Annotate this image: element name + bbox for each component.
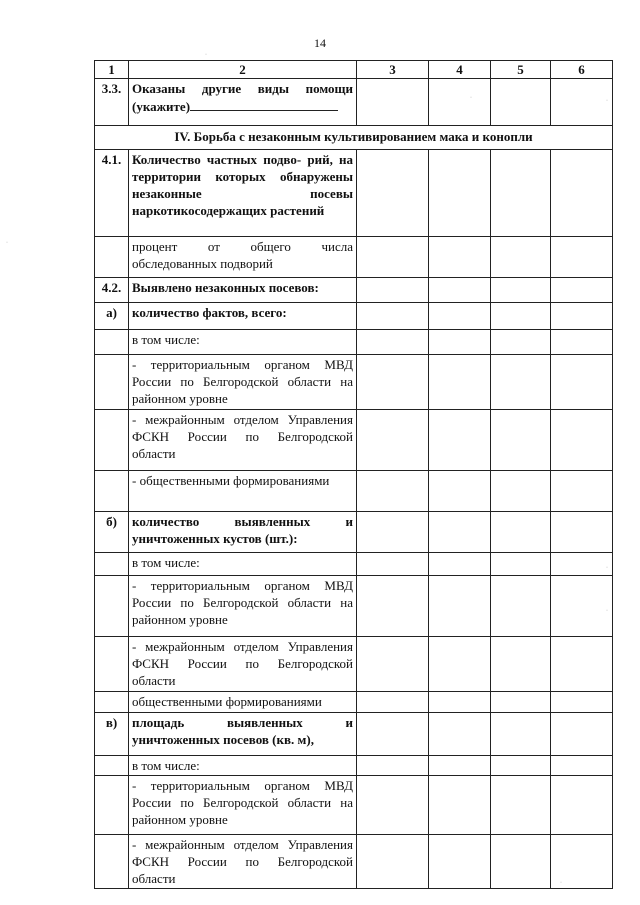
- value-cell: [357, 355, 429, 410]
- row-description: [129, 512, 357, 553]
- table-row: [95, 637, 613, 692]
- value-cell: [491, 355, 551, 410]
- value-cell: [429, 756, 491, 776]
- value-cell: [429, 576, 491, 637]
- value-cell: [429, 776, 491, 835]
- scan-speck: ·: [606, 98, 608, 104]
- table-row: [95, 79, 613, 126]
- value-cell: [551, 79, 613, 126]
- row-number: [95, 637, 129, 692]
- row-text: Количество частных подво- рий, на территории которых обнаружены незаконные посевы наркотикосодержащих растений: [132, 152, 353, 218]
- value-cell: [551, 303, 613, 330]
- row-description: [129, 756, 357, 776]
- value-cell: [429, 637, 491, 692]
- row-text: в том числе:: [132, 555, 200, 570]
- row-number: 3.3.: [95, 79, 129, 126]
- value-cell: [491, 835, 551, 889]
- value-cell: [357, 471, 429, 512]
- value-cell: [429, 330, 491, 355]
- value-cell: [551, 330, 613, 355]
- header-cell: 5: [491, 61, 551, 79]
- row-description: [129, 553, 357, 576]
- row-description: [129, 150, 357, 237]
- row-text: процент от общего числа обследованных подворий: [132, 239, 353, 271]
- row-number: [95, 835, 129, 889]
- row-description: [129, 410, 357, 471]
- header-row: [95, 61, 613, 79]
- table-row: [95, 553, 613, 576]
- row-text: - межрайонным отделом Управления ФСКН России по Белгородской области: [132, 837, 353, 886]
- row-number: 4.2.: [95, 278, 129, 303]
- table-row: [95, 835, 613, 889]
- table-row: [95, 776, 613, 835]
- row-description: [129, 278, 357, 303]
- value-cell: [491, 278, 551, 303]
- row-description: [129, 835, 357, 889]
- fill-in-blank: [190, 97, 338, 111]
- scan-speck: ·: [606, 565, 608, 571]
- section-row: [95, 126, 613, 150]
- value-cell: [551, 576, 613, 637]
- value-cell: [491, 776, 551, 835]
- value-cell: [491, 713, 551, 756]
- table-row: [95, 692, 613, 713]
- value-cell: [429, 471, 491, 512]
- row-number: [95, 471, 129, 512]
- value-cell: [357, 330, 429, 355]
- value-cell: [551, 692, 613, 713]
- row-description: [129, 303, 357, 330]
- row-text: Оказаны другие виды помощи (укажите): [132, 81, 353, 114]
- value-cell: [357, 237, 429, 278]
- table-row: [95, 278, 613, 303]
- value-cell: [551, 776, 613, 835]
- value-cell: [551, 410, 613, 471]
- value-cell: [357, 553, 429, 576]
- value-cell: [429, 237, 491, 278]
- table-row: [95, 756, 613, 776]
- value-cell: [491, 576, 551, 637]
- table-row: [95, 713, 613, 756]
- row-number: в): [95, 713, 129, 756]
- table-row: [95, 237, 613, 278]
- row-number: [95, 330, 129, 355]
- row-number: [95, 756, 129, 776]
- value-cell: [357, 410, 429, 471]
- row-number: [95, 355, 129, 410]
- value-cell: [357, 512, 429, 553]
- value-cell: [357, 776, 429, 835]
- value-cell: [551, 553, 613, 576]
- value-cell: [551, 756, 613, 776]
- row-number: а): [95, 303, 129, 330]
- value-cell: [491, 637, 551, 692]
- value-cell: [551, 471, 613, 512]
- table-row: [95, 150, 613, 237]
- table-row: [95, 330, 613, 355]
- table-row: [95, 355, 613, 410]
- row-text: Выявлено незаконных посевов:: [132, 280, 319, 295]
- row-number: [95, 692, 129, 713]
- scan-speck: ·: [205, 52, 207, 58]
- value-cell: [357, 835, 429, 889]
- row-description: [129, 330, 357, 355]
- value-cell: [429, 79, 491, 126]
- table-row: [95, 410, 613, 471]
- table-row: [95, 303, 613, 330]
- value-cell: [357, 637, 429, 692]
- row-text: площадь выявленных и уничтоженных посевов (кв. м),: [132, 715, 353, 747]
- value-cell: [357, 150, 429, 237]
- value-cell: [491, 330, 551, 355]
- value-cell: [429, 410, 491, 471]
- row-number: [95, 553, 129, 576]
- header-cell: 4: [429, 61, 491, 79]
- row-description: [129, 637, 357, 692]
- value-cell: [429, 355, 491, 410]
- row-description: [129, 576, 357, 637]
- value-cell: [429, 150, 491, 237]
- value-cell: [491, 410, 551, 471]
- table-row: [95, 576, 613, 637]
- value-cell: [429, 303, 491, 330]
- scan-speck: ·: [6, 240, 8, 246]
- scan-speck: ·: [560, 880, 562, 886]
- row-number: [95, 410, 129, 471]
- value-cell: [357, 692, 429, 713]
- row-text: в том числе:: [132, 332, 200, 347]
- row-number: [95, 776, 129, 835]
- value-cell: [357, 79, 429, 126]
- value-cell: [491, 79, 551, 126]
- value-cell: [491, 553, 551, 576]
- row-description: [129, 713, 357, 756]
- row-text: - общественными формированиями: [132, 473, 330, 488]
- value-cell: [491, 512, 551, 553]
- table-row: [95, 512, 613, 553]
- row-text: количество выявленных и уничтоженных кустов (шт.):: [132, 514, 353, 546]
- value-cell: [429, 278, 491, 303]
- header-cell: 1: [95, 61, 129, 79]
- scan-speck: ·: [606, 608, 608, 614]
- value-cell: [491, 756, 551, 776]
- row-description: [129, 79, 357, 126]
- value-cell: [551, 713, 613, 756]
- value-cell: [429, 692, 491, 713]
- row-text: - территориальным органом МВД России по Белгородской области на районном уровне: [132, 778, 353, 827]
- scan-speck: ·: [470, 95, 472, 101]
- row-text: - межрайонным отделом Управления ФСКН России по Белгородской области: [132, 639, 353, 688]
- value-cell: [357, 713, 429, 756]
- value-cell: [357, 756, 429, 776]
- row-text: в том числе:: [132, 758, 200, 773]
- value-cell: [491, 150, 551, 237]
- page-number: 14: [314, 36, 326, 50]
- value-cell: [357, 278, 429, 303]
- row-description: [129, 237, 357, 278]
- section-title: IV. Борьба с незаконным культивированием мака и конопли: [95, 126, 613, 150]
- header-cell: 2: [129, 61, 357, 79]
- value-cell: [357, 303, 429, 330]
- value-cell: [551, 637, 613, 692]
- value-cell: [551, 150, 613, 237]
- row-text: - межрайонным отделом Управления ФСКН России по Белгородской области: [132, 412, 353, 461]
- header-cell: 6: [551, 61, 613, 79]
- row-description: [129, 355, 357, 410]
- row-text: общественными формированиями: [132, 694, 322, 709]
- row-text: - территориальным органом МВД России по Белгородской области на районном уровне: [132, 357, 353, 406]
- value-cell: [551, 512, 613, 553]
- value-cell: [429, 553, 491, 576]
- row-text: количество фактов, всего:: [132, 305, 287, 320]
- value-cell: [491, 692, 551, 713]
- row-number: б): [95, 512, 129, 553]
- value-cell: [551, 355, 613, 410]
- value-cell: [551, 237, 613, 278]
- row-description: [129, 692, 357, 713]
- value-cell: [491, 303, 551, 330]
- value-cell: [491, 471, 551, 512]
- row-number: [95, 576, 129, 637]
- value-cell: [551, 278, 613, 303]
- row-description: [129, 471, 357, 512]
- value-cell: [429, 512, 491, 553]
- report-table: [94, 60, 613, 889]
- row-description: [129, 776, 357, 835]
- value-cell: [429, 713, 491, 756]
- table-row: [95, 471, 613, 512]
- value-cell: [357, 576, 429, 637]
- value-cell: [429, 835, 491, 889]
- row-text: - территориальным органом МВД России по Белгородской области на районном уровне: [132, 578, 353, 627]
- row-number: [95, 237, 129, 278]
- header-cell: 3: [357, 61, 429, 79]
- value-cell: [491, 237, 551, 278]
- row-number: 4.1.: [95, 150, 129, 237]
